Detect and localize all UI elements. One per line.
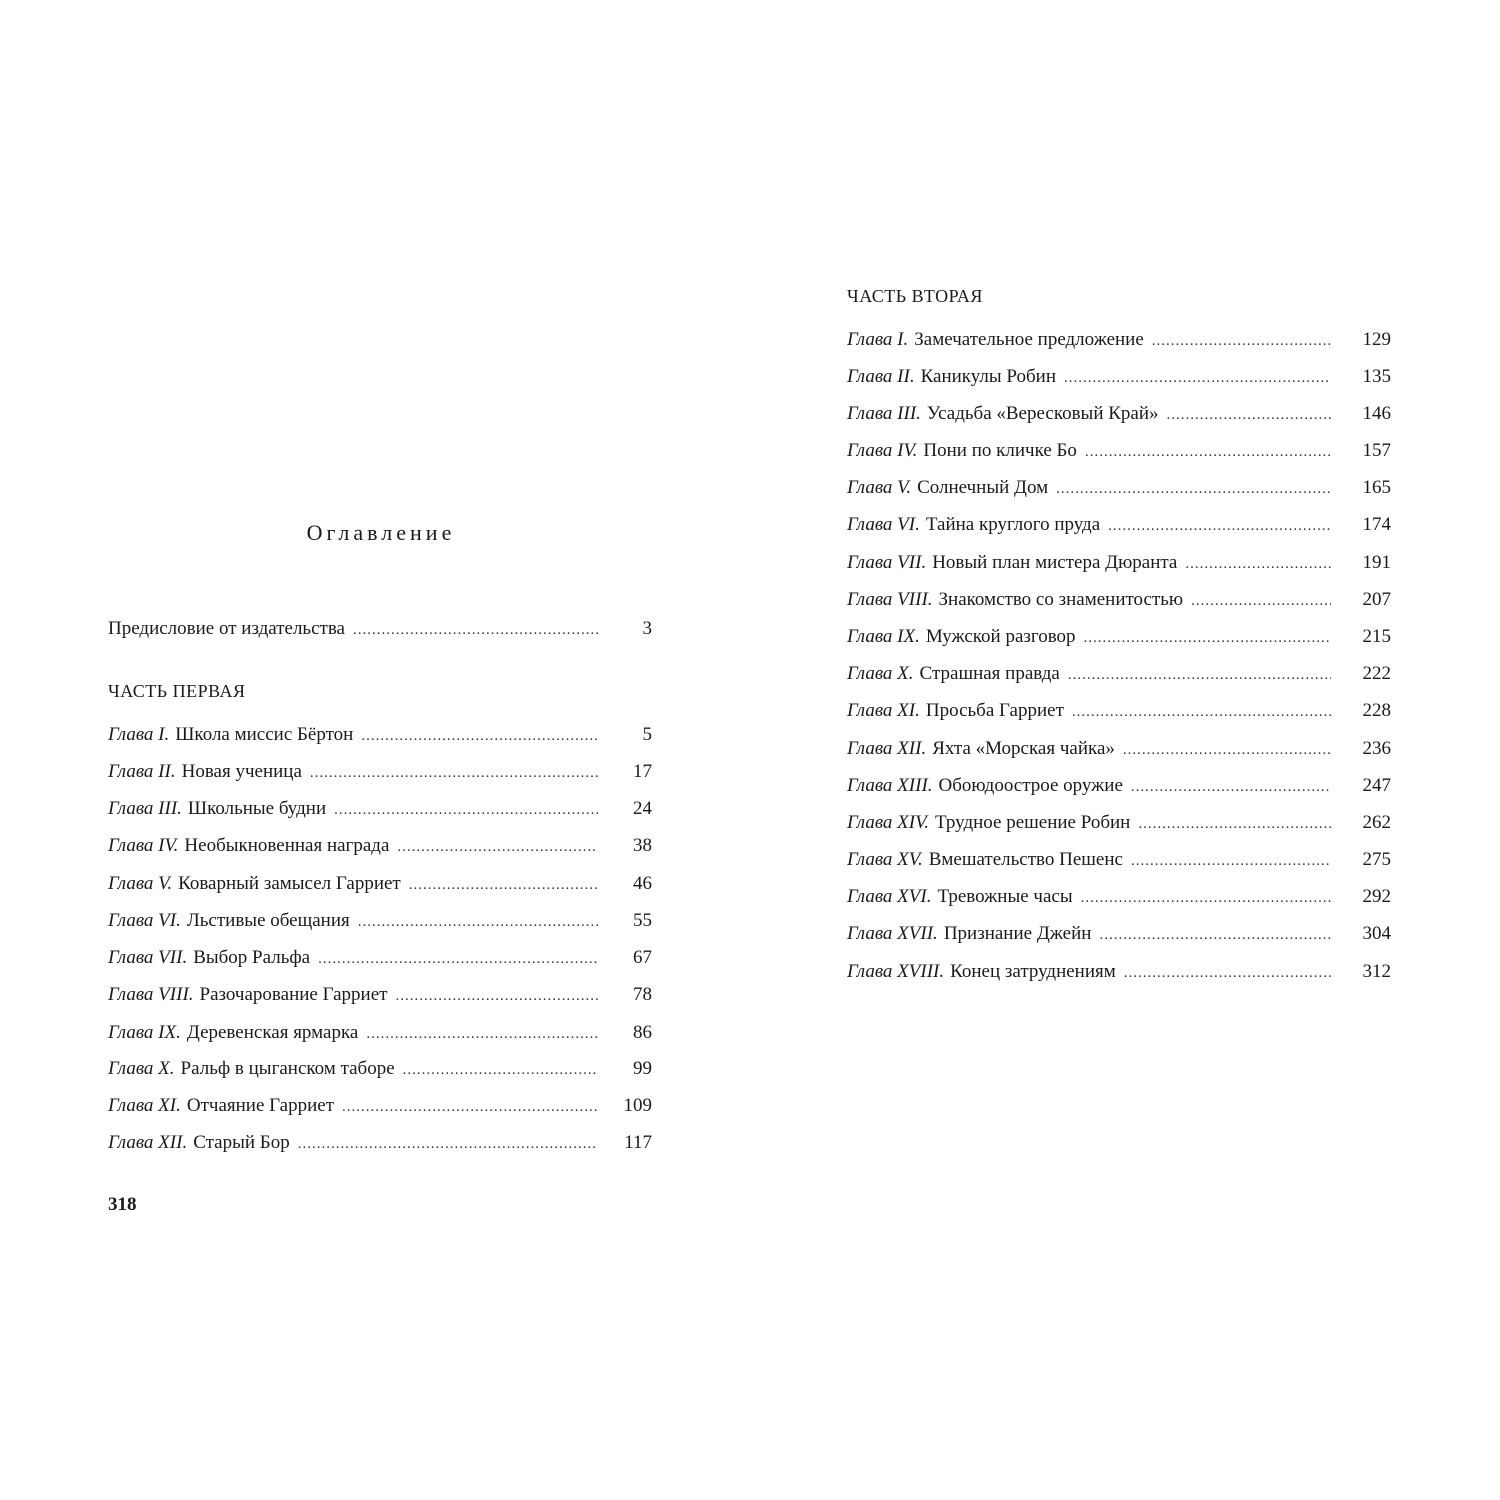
chapter-label: Глава V. <box>108 873 173 894</box>
toc-entry[interactable] <box>108 831 652 861</box>
dot-leader <box>1124 958 1331 988</box>
dot-leader <box>403 1055 598 1085</box>
toc-entry[interactable] <box>847 659 1391 689</box>
chapter-page: 78 <box>633 984 652 1005</box>
chapter-title: Ральф в цыганском таборе <box>180 1058 395 1079</box>
chapter-label: Глава X. <box>108 1058 175 1079</box>
chapter-label: Глава VII. <box>108 947 188 968</box>
toc-entry[interactable] <box>847 473 1391 503</box>
dot-leader <box>1068 660 1331 690</box>
chapter-page: 207 <box>1362 589 1391 610</box>
chapter-title: Разочарование Гарриет <box>199 984 388 1005</box>
chapter-title: Школа миссис Бёртон <box>175 724 354 745</box>
chapter-title: Обоюдоострое оружие <box>938 775 1123 796</box>
chapter-page: 215 <box>1362 626 1391 647</box>
part-two-heading: ЧАСТЬ ВТОРАЯ <box>847 286 983 306</box>
toc-entry[interactable] <box>108 980 652 1010</box>
chapter-page: 117 <box>624 1132 652 1153</box>
chapter-page: 135 <box>1362 366 1391 387</box>
chapter-page: 17 <box>633 761 652 782</box>
chapter-page: 157 <box>1362 440 1391 461</box>
toc-entry[interactable] <box>108 1091 652 1121</box>
dot-leader <box>298 1129 598 1159</box>
chapter-page: 247 <box>1362 775 1391 796</box>
toc-entry[interactable] <box>847 734 1391 764</box>
toc-entry[interactable] <box>847 436 1391 466</box>
chapter-title: Знакомство со знаменитостью <box>938 589 1184 610</box>
chapter-label: Глава IV. <box>847 440 918 461</box>
chapter-label: Глава VI. <box>847 514 920 535</box>
dot-leader <box>1099 920 1331 950</box>
part-one-heading: ЧАСТЬ ПЕРВАЯ <box>108 681 246 701</box>
chapter-title: Школьные будни <box>187 798 327 819</box>
toc-entry[interactable] <box>847 882 1391 912</box>
dot-leader <box>1185 549 1331 579</box>
dot-leader <box>310 758 598 788</box>
chapter-title: Усадьба «Вересковый Край» <box>926 403 1159 424</box>
chapter-label: Глава III. <box>108 798 182 819</box>
chapter-page: 174 <box>1362 514 1391 535</box>
chapter-title: Вмешательство Пешенс <box>928 849 1123 870</box>
chapter-page: 5 <box>642 724 652 745</box>
dot-leader <box>1064 363 1331 393</box>
chapter-label: Глава XVIII. <box>847 961 945 982</box>
dot-leader <box>1123 735 1331 765</box>
chapter-label: Глава II. <box>108 761 176 782</box>
chapter-page: 191 <box>1362 552 1391 573</box>
chapter-title: Признание Джейн <box>943 923 1092 944</box>
chapter-label: Глава VIII. <box>847 589 933 610</box>
dot-leader <box>1108 511 1331 541</box>
chapter-label: Глава IX. <box>847 626 920 647</box>
dot-leader <box>1152 326 1331 356</box>
chapter-title: Тайна круглого пруда <box>925 514 1101 535</box>
toc-entry[interactable] <box>847 399 1391 429</box>
chapter-title: Новый план мистера Дюранта <box>932 552 1178 573</box>
chapter-title: Новая ученица <box>181 761 302 782</box>
chapter-label: Глава IX. <box>108 1022 181 1043</box>
dot-leader <box>342 1092 598 1122</box>
chapter-label: Глава XI. <box>847 700 920 721</box>
chapter-title: Каникулы Робин <box>920 366 1057 387</box>
entry-page: 3 <box>642 618 652 639</box>
chapter-page: 304 <box>1362 923 1391 944</box>
toc-entry[interactable] <box>108 1018 652 1048</box>
toc-entry[interactable] <box>108 794 652 824</box>
chapter-page: 228 <box>1362 700 1391 721</box>
chapter-title: Необыкновенная награда <box>184 835 390 856</box>
chapter-page: 312 <box>1362 961 1391 982</box>
toc-entry[interactable] <box>847 919 1391 949</box>
dot-leader <box>1084 623 1331 653</box>
toc-entry[interactable] <box>847 845 1391 875</box>
chapter-title: Тревожные часы <box>937 886 1073 907</box>
toc-entry[interactable] <box>108 869 652 899</box>
chapter-label: Глава VII. <box>847 552 927 573</box>
chapter-label: Глава XV. <box>847 849 923 870</box>
chapter-label: Глава VIII. <box>108 984 194 1005</box>
dot-leader <box>1081 883 1331 913</box>
dot-leader <box>1131 846 1331 876</box>
chapter-title: Конец затруднениям <box>950 961 1116 982</box>
dot-leader <box>409 870 598 900</box>
chapter-label: Глава I. <box>108 724 170 745</box>
dot-leader <box>1085 437 1331 467</box>
chapter-page: 55 <box>633 910 652 931</box>
chapter-page: 24 <box>633 798 652 819</box>
chapter-page: 236 <box>1362 738 1391 759</box>
chapter-title: Старый Бор <box>193 1132 290 1153</box>
toc-entry[interactable] <box>847 622 1391 652</box>
chapter-title: Пони по кличке Бо <box>923 440 1077 461</box>
dot-leader <box>366 1019 598 1049</box>
chapter-title: Отчаяние Гарриет <box>186 1095 334 1116</box>
page-number: 318 <box>108 1194 137 1215</box>
chapter-label: Глава X. <box>847 663 914 684</box>
chapter-page: 222 <box>1362 663 1391 684</box>
chapter-page: 86 <box>633 1022 652 1043</box>
dot-leader <box>353 615 598 645</box>
chapter-label: Глава XI. <box>108 1095 181 1116</box>
chapter-title: Замечательное предложение <box>914 329 1144 350</box>
toc-entry[interactable] <box>108 1128 652 1158</box>
toc-entry[interactable] <box>847 808 1391 838</box>
toc-entry[interactable] <box>108 906 652 936</box>
chapter-title: Деревенская ярмарка <box>186 1022 359 1043</box>
dot-leader <box>1072 697 1331 727</box>
chapter-label: Глава III. <box>847 403 921 424</box>
toc-entry[interactable] <box>847 585 1391 615</box>
toc-entry[interactable] <box>108 757 652 787</box>
chapter-page: 109 <box>623 1095 652 1116</box>
chapter-page: 38 <box>633 835 652 856</box>
dot-leader <box>1056 474 1331 504</box>
dot-leader <box>334 795 598 825</box>
chapter-label: Глава XIII. <box>847 775 933 796</box>
chapter-label: Глава VI. <box>108 910 181 931</box>
chapter-page: 165 <box>1362 477 1391 498</box>
toc-entry[interactable] <box>847 696 1391 726</box>
chapter-page: 275 <box>1362 849 1391 870</box>
toc-entry[interactable] <box>108 1054 652 1084</box>
chapter-page: 146 <box>1362 403 1391 424</box>
toc-entry[interactable] <box>847 548 1391 578</box>
toc-entry[interactable] <box>847 771 1391 801</box>
dot-leader <box>395 981 598 1011</box>
dot-leader <box>358 907 598 937</box>
chapter-title: Коварный замысел Гарриет <box>178 873 401 894</box>
dot-leader <box>361 721 598 751</box>
entry-title: Предисловие от издательства <box>108 618 345 639</box>
chapter-page: 67 <box>633 947 652 968</box>
page-title: Оглавление <box>306 520 456 545</box>
chapter-label: Глава I. <box>847 329 909 350</box>
toc-entry[interactable] <box>108 720 652 750</box>
chapter-label: Глава XII. <box>108 1132 188 1153</box>
dot-leader <box>1138 809 1331 839</box>
chapter-label: Глава IV. <box>108 835 179 856</box>
chapter-page: 129 <box>1362 329 1391 350</box>
chapter-page: 292 <box>1362 886 1391 907</box>
chapter-page: 262 <box>1362 812 1391 833</box>
dot-leader <box>1191 586 1331 616</box>
chapter-label: Глава XVII. <box>847 923 938 944</box>
chapter-label: Глава V. <box>847 477 912 498</box>
chapter-title: Трудное решение Робин <box>935 812 1131 833</box>
chapter-page: 46 <box>633 873 652 894</box>
dot-leader <box>1131 772 1331 802</box>
chapter-label: Глава XII. <box>847 738 927 759</box>
chapter-label: Глава II. <box>847 366 915 387</box>
chapter-label: Глава XIV. <box>847 812 930 833</box>
chapter-title: Льстивые обещания <box>186 910 350 931</box>
chapter-label: Глава XVI. <box>847 886 932 907</box>
toc-entry[interactable] <box>108 943 652 973</box>
chapter-title: Просьба Гарриет <box>925 700 1064 721</box>
dot-leader <box>318 944 598 974</box>
chapter-title: Мужской разговор <box>925 626 1076 647</box>
toc-entry[interactable] <box>847 325 1391 355</box>
chapter-title: Солнечный Дом <box>917 477 1049 498</box>
toc-entry[interactable] <box>847 362 1391 392</box>
chapter-title: Выбор Ральфа <box>193 947 311 968</box>
chapter-page: 99 <box>633 1058 652 1079</box>
toc-entry[interactable] <box>847 510 1391 540</box>
toc-entry[interactable] <box>847 957 1391 987</box>
chapter-title: Яхта «Морская чайка» <box>932 738 1115 759</box>
dot-leader <box>1167 400 1331 430</box>
toc-entry-preface[interactable] <box>108 614 652 644</box>
dot-leader <box>397 832 598 862</box>
chapter-title: Страшная правда <box>919 663 1060 684</box>
